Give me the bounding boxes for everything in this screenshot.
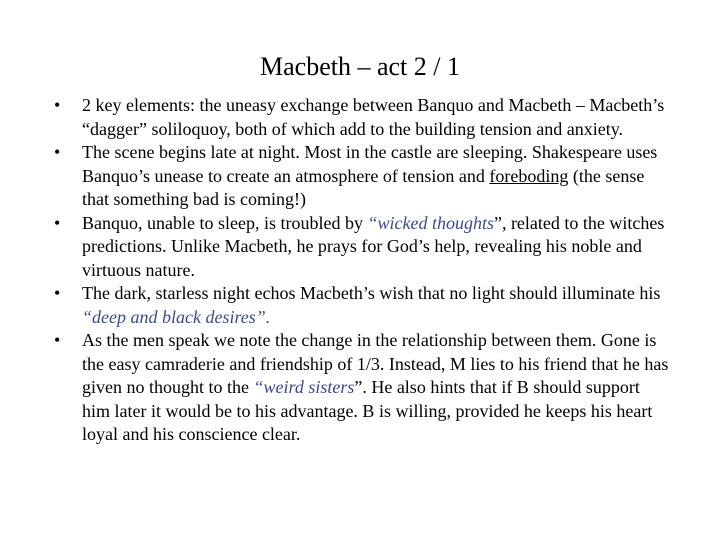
bullet-dot: • — [54, 212, 61, 233]
bullet-text: The scene begins late at night. Most in the castle are sleeping. Shakespeare uses Banquo’s unease to create an atmosphere of tension and — [82, 142, 658, 186]
slide-title: Macbeth – act 2 / 1 — [260, 52, 460, 81]
quoted-phrase: “wicked thoughts — [367, 212, 494, 233]
quoted-phrase: “weird sisters — [253, 377, 355, 397]
bullet-text: (the sense that something bad is coming!) — [82, 165, 645, 209]
bullet-text: 2 key elements: the uneasy exchange between Banquo and Macbeth – Macbeth’s “dagger” soliloquoy, both of which add to the building tension and anxiety. — [82, 95, 665, 139]
bullet-dot: • — [54, 330, 61, 350]
bullet-item — [54, 329, 672, 447]
bullet-text: ”, related to the witches predictions. Unlike Macbeth, he prays for God’s help, revealing his noble and virtuous nature. — [82, 212, 665, 280]
bullet-text: The dark, starless night echos Macbeth’s wish that no light should illuminate his — [82, 283, 661, 303]
quoted-phrase: “deep and black desires”. — [82, 306, 271, 327]
bullet-text: ”. He also hints that if B should support him later it would be to his advantage. B is willing, provided he keeps his heart loyal and his conscience clear. — [82, 377, 653, 444]
bullet-dot: • — [54, 95, 61, 115]
bullet-item — [54, 212, 672, 283]
bullet-list — [54, 94, 672, 447]
bullet-item — [54, 141, 672, 212]
bullet-item — [54, 94, 672, 141]
underlined-term: foreboding — [489, 165, 569, 186]
bullet-text: Banquo, unable to sleep, is troubled by — [82, 212, 368, 233]
bullet-item — [54, 282, 672, 329]
bullet-text: As the men speak we note the change in the relationship between them. Gone is the easy camraderie and friendship of 1/3. Instead, M lies to his friend that he has given no thought to the — [82, 330, 669, 397]
bullet-dot: • — [54, 283, 61, 303]
bullet-dot: • — [54, 142, 61, 162]
